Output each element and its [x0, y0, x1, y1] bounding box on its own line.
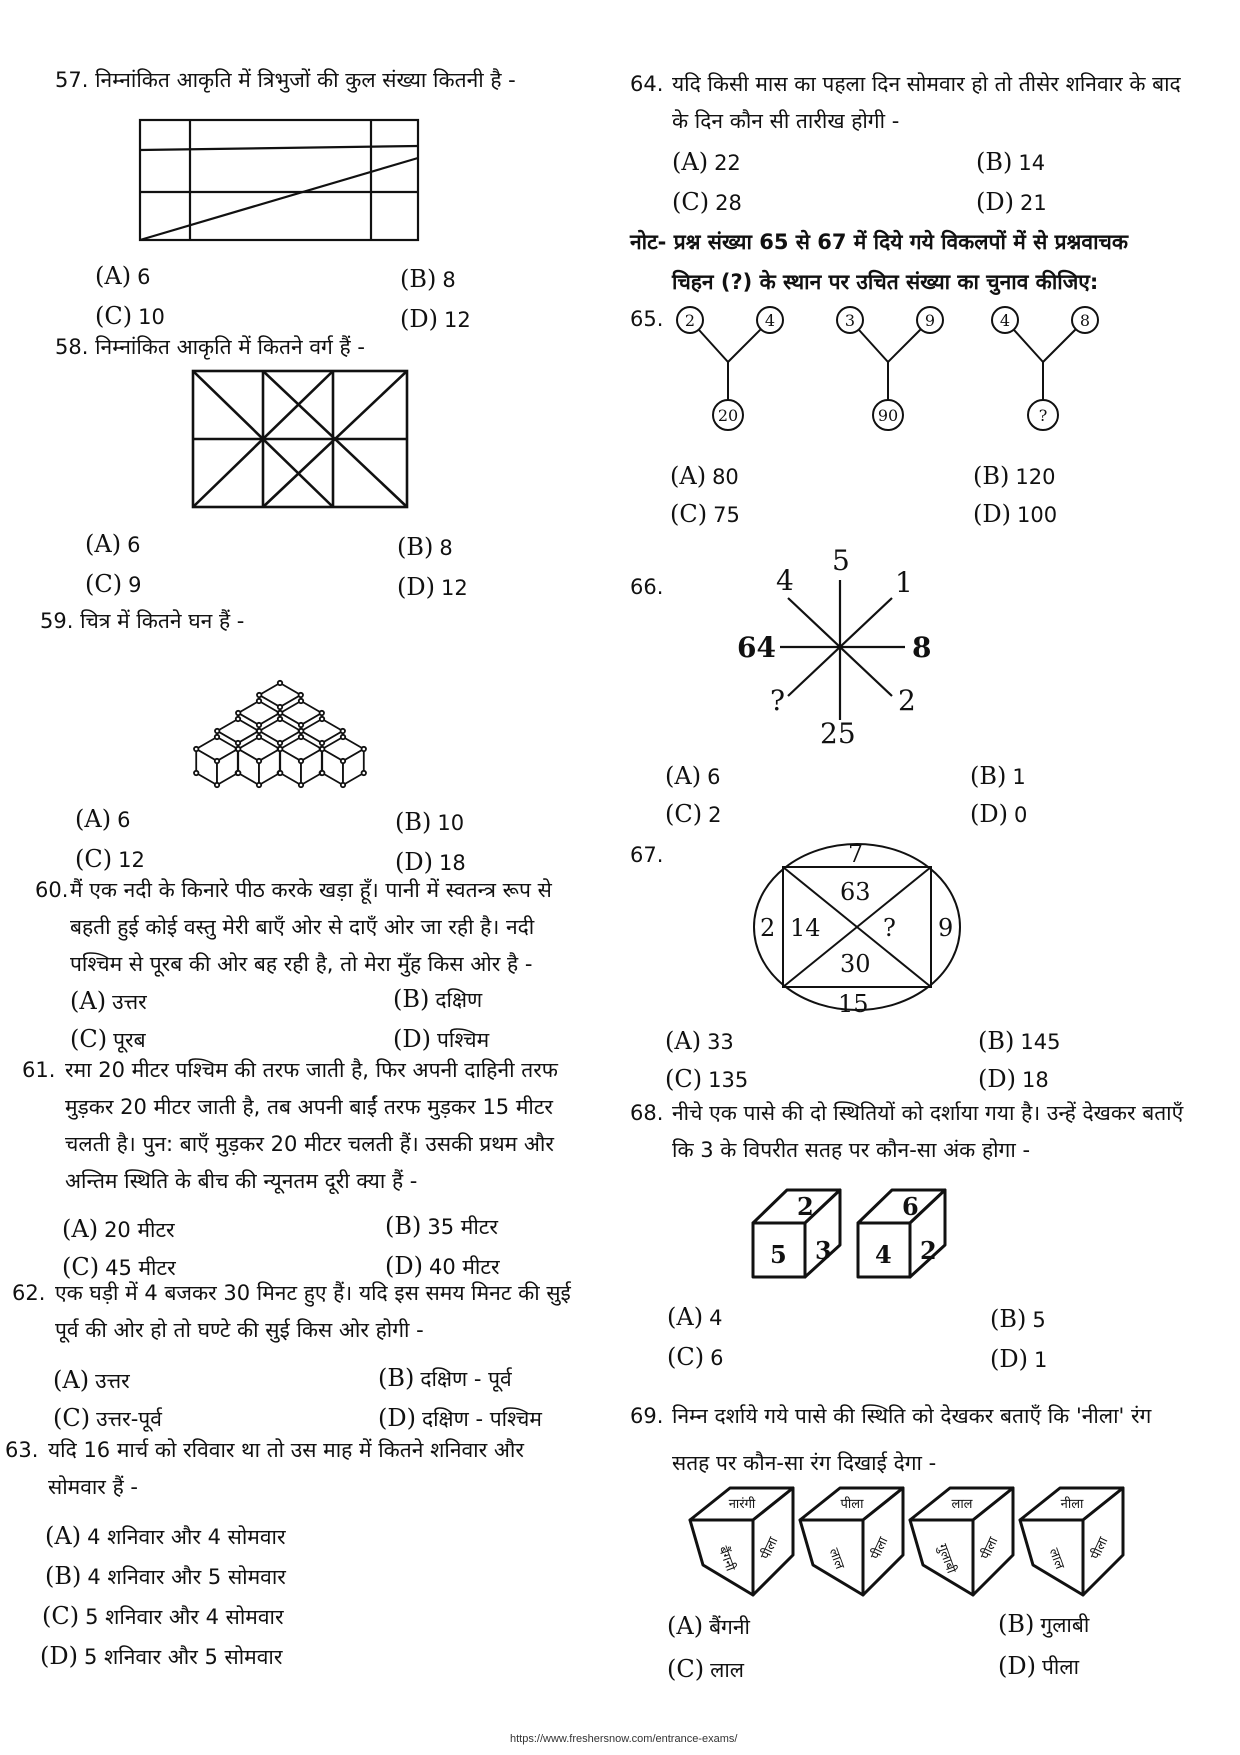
question-text-line: चलती है। पुन: बाएँ मुड़कर 20 मीटर चलती हैं। उसकी प्रथम और: [65, 1132, 554, 1156]
dice-figure-68: [745, 1185, 955, 1295]
option-62-a: [53, 1366, 130, 1395]
color-die-label: लाल: [825, 1546, 847, 1572]
option-69-a: [667, 1612, 750, 1641]
color-die-label: नीला: [1060, 1497, 1084, 1512]
option-67-b: [978, 1027, 1060, 1055]
option-value: 100: [1016, 503, 1058, 527]
option-label: (A): [665, 762, 702, 790]
option-63-a: [45, 1522, 286, 1551]
star-label-bottomleft: ?: [770, 684, 786, 717]
option-62-c: [53, 1404, 162, 1433]
option-value: 5 शनिवार और 4 सोमवार: [85, 1605, 284, 1629]
die-number: 2: [920, 1236, 937, 1265]
option-57-c: [95, 302, 165, 330]
ellipse-label-right: 9: [938, 914, 954, 942]
option-63-c: [42, 1602, 284, 1631]
option-62-d: [378, 1404, 542, 1433]
question-number: 61.: [22, 1058, 56, 1082]
option-63-b: [45, 1562, 286, 1591]
option-label: (C): [667, 1655, 705, 1683]
question-62-text: [55, 1275, 571, 1349]
option-65-c: [670, 500, 740, 528]
option-64-b: [976, 148, 1045, 176]
option-60-d: [393, 1025, 489, 1054]
color-die-label: बैंगनी: [714, 1544, 738, 1574]
star-figure-66: [720, 540, 980, 750]
die-number: 4: [875, 1240, 892, 1269]
option-value: 4: [709, 1306, 723, 1330]
option-value: 4 शनिवार और 5 सोमवार: [87, 1565, 286, 1589]
option-label: (A): [85, 530, 122, 558]
option-67-d: [978, 1065, 1049, 1093]
square-count-figure: [190, 368, 412, 513]
option-69-d: [998, 1652, 1079, 1681]
option-65-a: [670, 462, 739, 490]
color-die-label: गुलाबी: [934, 1542, 959, 1576]
option-label: (C): [70, 1025, 108, 1053]
ellipse-figure-67: [750, 840, 965, 1015]
option-label: (B): [393, 985, 430, 1013]
option-value: 6: [117, 808, 131, 832]
option-label: (C): [42, 1602, 80, 1630]
option-63-d: [40, 1642, 282, 1671]
question-59: [40, 604, 244, 638]
question-number: 62.: [12, 1281, 46, 1305]
option-58-c: [85, 570, 141, 598]
option-value: बैंगनी: [709, 1615, 750, 1639]
y-node-label: 4: [764, 311, 776, 330]
question-text: निम्नांकित आकृति में कितने वर्ग हैं -: [95, 335, 365, 359]
option-label: (D): [976, 188, 1014, 216]
option-69-b: [998, 1610, 1089, 1639]
question-number: 67.: [630, 843, 664, 867]
question-text-line: एक घड़ी में 4 बजकर 30 मिनट हुए हैं। यदि इस समय मिनट की सुई: [55, 1281, 571, 1305]
option-label: (C): [672, 188, 710, 216]
option-label: (D): [998, 1652, 1036, 1680]
option-label: (C): [667, 1343, 705, 1371]
option-67-c: [665, 1065, 748, 1093]
option-label: (D): [40, 1642, 78, 1670]
option-value: 135: [708, 1068, 749, 1092]
y-node-label: 4: [999, 311, 1011, 330]
option-value: 1: [1012, 765, 1026, 789]
option-65-d: [973, 500, 1057, 528]
footer-url: https://www.freshersnow.com/entrance-exams/: [510, 1733, 738, 1745]
question-68-text: [672, 1095, 1183, 1169]
ellipse-inner-top: 63: [840, 878, 871, 906]
star-label-right: 8: [912, 631, 932, 664]
option-label: (B): [385, 1212, 422, 1240]
option-label: (D): [397, 573, 435, 601]
question-text-line: पूर्व की ओर हो तो घण्टे की सुई किस ओर होगी -: [55, 1318, 424, 1342]
question-number: 68.: [630, 1101, 664, 1125]
option-value: दक्षिण: [435, 988, 483, 1012]
option-label: (C): [665, 800, 703, 828]
option-label: (B): [970, 762, 1007, 790]
outer-rectangle: [140, 120, 418, 240]
star-label-bottom: 25: [820, 717, 856, 750]
option-value: उत्तर: [112, 990, 147, 1014]
star-label-left: 64: [737, 631, 776, 664]
option-61-d: [385, 1252, 500, 1281]
question-text-line: यदि किसी मास का पहला दिन सोमवार हो तो तीसेर शनिवार के बाद: [672, 72, 1181, 96]
option-label: (C): [95, 302, 133, 330]
option-label: (A): [667, 1303, 704, 1331]
option-value: 22: [714, 151, 741, 175]
question-61-text: [65, 1052, 558, 1200]
option-label: (A): [45, 1522, 82, 1550]
question-text-line: कि 3 के विपरीत सतह पर कौन-सा अंक होगा -: [672, 1138, 1031, 1162]
option-label: (B): [400, 265, 437, 293]
option-value: दक्षिण - पूर्व: [420, 1367, 512, 1391]
question-58: [55, 330, 365, 364]
star-label-topright: 1: [895, 566, 913, 599]
question-number: 57.: [55, 68, 89, 92]
option-value: 18: [1021, 1068, 1049, 1092]
option-69-c: [667, 1655, 744, 1684]
option-label: (B): [395, 808, 432, 836]
option-value: 75: [713, 503, 740, 527]
note-line: चिहन (?) के स्थान पर उचित संख्या का चुनाव कीजिए:: [672, 270, 1099, 294]
y-node-label: ?: [1038, 406, 1048, 425]
option-value: 28: [715, 191, 742, 215]
ellipse-inner-right: ?: [883, 914, 896, 942]
option-label: (C): [75, 845, 113, 873]
option-label: (B): [990, 1305, 1027, 1333]
y-figure-65: [670, 300, 1140, 440]
option-61-a: [62, 1215, 175, 1244]
option-value: 12: [118, 848, 145, 872]
option-58-a: [85, 530, 140, 558]
option-59-c: [75, 845, 145, 873]
option-label: (B): [397, 533, 434, 561]
horizontal-line: [140, 146, 418, 150]
question-text: चित्र में कितने घन हैं -: [80, 609, 245, 633]
option-value: 8: [439, 536, 453, 560]
option-label: (B): [998, 1610, 1035, 1638]
option-68-b: [990, 1305, 1046, 1333]
option-label: (B): [378, 1364, 415, 1392]
option-label: (B): [978, 1027, 1015, 1055]
option-value: पश्चिम: [436, 1028, 490, 1052]
option-label: (D): [378, 1404, 416, 1432]
question-text-line: सतह पर कौन-सा रंग दिखाई देगा -: [672, 1451, 937, 1475]
question-text-line: रमा 20 मीटर पश्चिम की तरफ जाती है, फिर अपनी दाहिनी तरफ: [65, 1058, 558, 1082]
question-69-text: [672, 1398, 1151, 1482]
option-label: (D): [990, 1345, 1028, 1373]
option-64-d: [976, 188, 1047, 216]
option-value: 9: [128, 573, 142, 597]
option-61-c: [62, 1253, 176, 1282]
option-value: 14: [1018, 151, 1046, 175]
ellipse-label-left: 2: [760, 914, 776, 942]
option-value: 6: [707, 765, 721, 789]
option-value: पीला: [1041, 1655, 1080, 1679]
option-58-b: [397, 533, 453, 561]
option-value: 4 शनिवार और 4 सोमवार: [87, 1525, 286, 1549]
question-text-line: निम्न दर्शाये गये पासे की स्थिति को देखकर बताएँ कि 'नीला' रंग: [672, 1404, 1152, 1428]
y-node-label: 2: [684, 311, 696, 330]
option-label: (D): [395, 848, 433, 876]
option-60-b: [393, 985, 482, 1014]
color-die-label: नारंगी: [728, 1497, 756, 1512]
y-node-label: 9: [924, 311, 936, 330]
question-number: 60.: [35, 878, 69, 902]
option-64-a: [672, 148, 741, 176]
option-60-c: [70, 1025, 146, 1054]
option-value: 35 मीटर: [427, 1215, 498, 1239]
option-value: पूरब: [113, 1028, 146, 1052]
option-value: 1: [1033, 1348, 1048, 1372]
y-node-label: 8: [1079, 311, 1091, 330]
option-label: (D): [978, 1065, 1016, 1093]
question-text-line: यदि 16 मार्च को रविवार था तो उस माह में कितने शनिवार और: [48, 1438, 524, 1462]
option-value: 2: [708, 803, 722, 827]
question-number: 65.: [630, 307, 664, 331]
option-value: लाल: [710, 1658, 745, 1682]
color-die-label: पीला: [978, 1534, 1002, 1563]
question-text-line: सोमवार हैं -: [48, 1475, 138, 1499]
option-label: (A): [665, 1027, 702, 1055]
option-65-b: [973, 462, 1055, 490]
option-value: उत्तर-पूर्व: [96, 1407, 162, 1431]
star-label-top: 5: [832, 544, 850, 577]
option-value: 10: [138, 305, 165, 329]
cube-stack-figure: [190, 655, 370, 805]
question-number: 69.: [630, 1404, 664, 1428]
option-label: (A): [95, 262, 132, 290]
color-die-label: पीला: [840, 1497, 864, 1512]
option-label: (B): [976, 148, 1013, 176]
option-value: 6: [127, 533, 141, 557]
option-value: 21: [1019, 191, 1047, 215]
option-label: (D): [385, 1252, 423, 1280]
option-label: (C): [62, 1253, 100, 1281]
option-value: 12: [440, 576, 468, 600]
option-label: (A): [62, 1215, 99, 1243]
option-59-d: [395, 848, 466, 876]
option-value: 20 मीटर: [104, 1218, 175, 1242]
option-label: (D): [970, 800, 1008, 828]
option-62-b: [378, 1364, 512, 1393]
option-value: 80: [712, 465, 739, 489]
question-text-line: अन्तिम स्थिति के बीच की न्यूनतम दूरी क्या हैं -: [65, 1169, 418, 1193]
option-67-a: [665, 1027, 734, 1055]
option-label: (A): [667, 1612, 704, 1640]
die-number: 5: [770, 1240, 787, 1269]
option-label: (A): [53, 1366, 90, 1394]
triangle-count-figure: [135, 108, 425, 243]
ellipse-inner-bottom: 30: [840, 950, 871, 978]
option-value: 40 मीटर: [428, 1255, 500, 1279]
color-die-label: पीला: [1088, 1534, 1112, 1563]
option-value: उत्तर: [95, 1369, 130, 1393]
die-number: 2: [797, 1192, 814, 1221]
color-die-label: पीला: [758, 1534, 782, 1563]
option-value: 6: [710, 1346, 724, 1370]
option-value: 145: [1020, 1030, 1061, 1054]
option-66-a: [665, 762, 720, 790]
question-57: [55, 63, 516, 97]
question-text-line: मुड़कर 20 मीटर जाती है, तब अपनी बाईं तरफ मुड़कर 15 मीटर: [65, 1095, 554, 1119]
question-number: 59.: [40, 609, 74, 633]
option-57-d: [400, 305, 471, 333]
option-61-b: [385, 1212, 498, 1241]
question-63-text: [48, 1432, 524, 1506]
question-text-line: मैं एक नदी के किनारे पीठ करके खड़ा हूँ। पानी में स्वतन्त्र रूप से: [70, 878, 552, 902]
option-value: 12: [443, 308, 471, 332]
option-label: (B): [973, 462, 1010, 490]
option-label: (A): [75, 805, 112, 833]
diagonal-line: [140, 158, 418, 240]
color-die-label: पीला: [868, 1534, 892, 1563]
ellipse-inner-left: 14: [790, 914, 821, 942]
y-node-label: 20: [717, 406, 739, 425]
option-59-b: [395, 808, 464, 836]
instruction-note: [630, 222, 1128, 302]
star-label-bottomright: 2: [898, 684, 916, 717]
option-66-b: [970, 762, 1026, 790]
option-value: दक्षिण - पश्चिम: [421, 1407, 542, 1431]
color-die-label: लाल: [1045, 1546, 1067, 1572]
option-label: (B): [45, 1562, 82, 1590]
question-60-text: [70, 872, 552, 983]
option-68-a: [667, 1303, 722, 1331]
option-label: (C): [53, 1404, 91, 1432]
question-text-line: नीचे एक पासे की दो स्थितियों को दर्शाया गया है। उन्हें देखकर बताएँ: [672, 1101, 1184, 1125]
y-node-label: 90: [877, 406, 899, 425]
question-number: 63.: [5, 1438, 39, 1462]
option-68-d: [990, 1345, 1047, 1373]
option-label: (C): [85, 570, 123, 598]
question-number: 66.: [630, 575, 664, 599]
option-label: (C): [665, 1065, 703, 1093]
option-label: (A): [672, 148, 709, 176]
option-57-a: [95, 262, 150, 290]
option-66-c: [665, 800, 721, 828]
question-text-line: बहती हुई कोई वस्तु मेरी बाएँ ओर से दाएँ ओर जा रही है। नदी: [70, 915, 535, 939]
option-value: गुलाबी: [1040, 1613, 1090, 1637]
option-value: 45 मीटर: [105, 1256, 176, 1280]
note-line: नोट- प्रश्न संख्या 65 से 67 में दिये गये विकलपों में से प्रश्नवाचक: [630, 230, 1128, 254]
die-number: 3: [815, 1236, 832, 1265]
option-64-c: [672, 188, 742, 216]
option-value: 0: [1013, 803, 1028, 827]
option-value: 5: [1032, 1308, 1046, 1332]
question-text-line: पश्चिम से पूरब की ओर बह रही है, तो मेरा मुँह किस ओर है -: [70, 952, 533, 976]
option-value: 10: [437, 811, 465, 835]
option-label: (D): [973, 500, 1011, 528]
option-value: 33: [707, 1030, 734, 1054]
option-60-a: [70, 987, 147, 1016]
die-number: 6: [902, 1192, 919, 1221]
question-number: 58.: [55, 335, 89, 359]
color-die-label: लाल: [951, 1497, 973, 1512]
question-number: 64.: [630, 72, 664, 96]
star-label-topleft: 4: [776, 564, 794, 597]
option-label: (D): [400, 305, 438, 333]
option-value: 8: [442, 268, 456, 292]
option-57-b: [400, 265, 456, 293]
option-58-d: [397, 573, 468, 601]
option-value: 6: [137, 265, 151, 289]
color-dice-figure-69: [685, 1480, 1135, 1620]
option-label: (A): [670, 462, 707, 490]
option-label: (C): [670, 500, 708, 528]
option-value: 120: [1015, 465, 1056, 489]
option-value: 5 शनिवार और 5 सोमवार: [83, 1645, 283, 1669]
option-59-a: [75, 805, 130, 833]
option-66-d: [970, 800, 1027, 828]
option-label: (A): [70, 987, 107, 1015]
ellipse-label-top: 7: [848, 840, 864, 868]
y-node-label: 3: [844, 311, 856, 330]
option-value: 18: [438, 851, 466, 875]
option-label: (D): [393, 1025, 431, 1053]
question-64-text: [672, 66, 1181, 140]
ellipse-label-bottom: 15: [838, 990, 869, 1015]
option-68-c: [667, 1343, 723, 1371]
question-text-line: के दिन कौन सी तारीख होगी -: [672, 109, 900, 133]
question-text: निम्नांकित आकृति में त्रिभुजों की कुल संख्या कितनी है -: [95, 68, 516, 92]
